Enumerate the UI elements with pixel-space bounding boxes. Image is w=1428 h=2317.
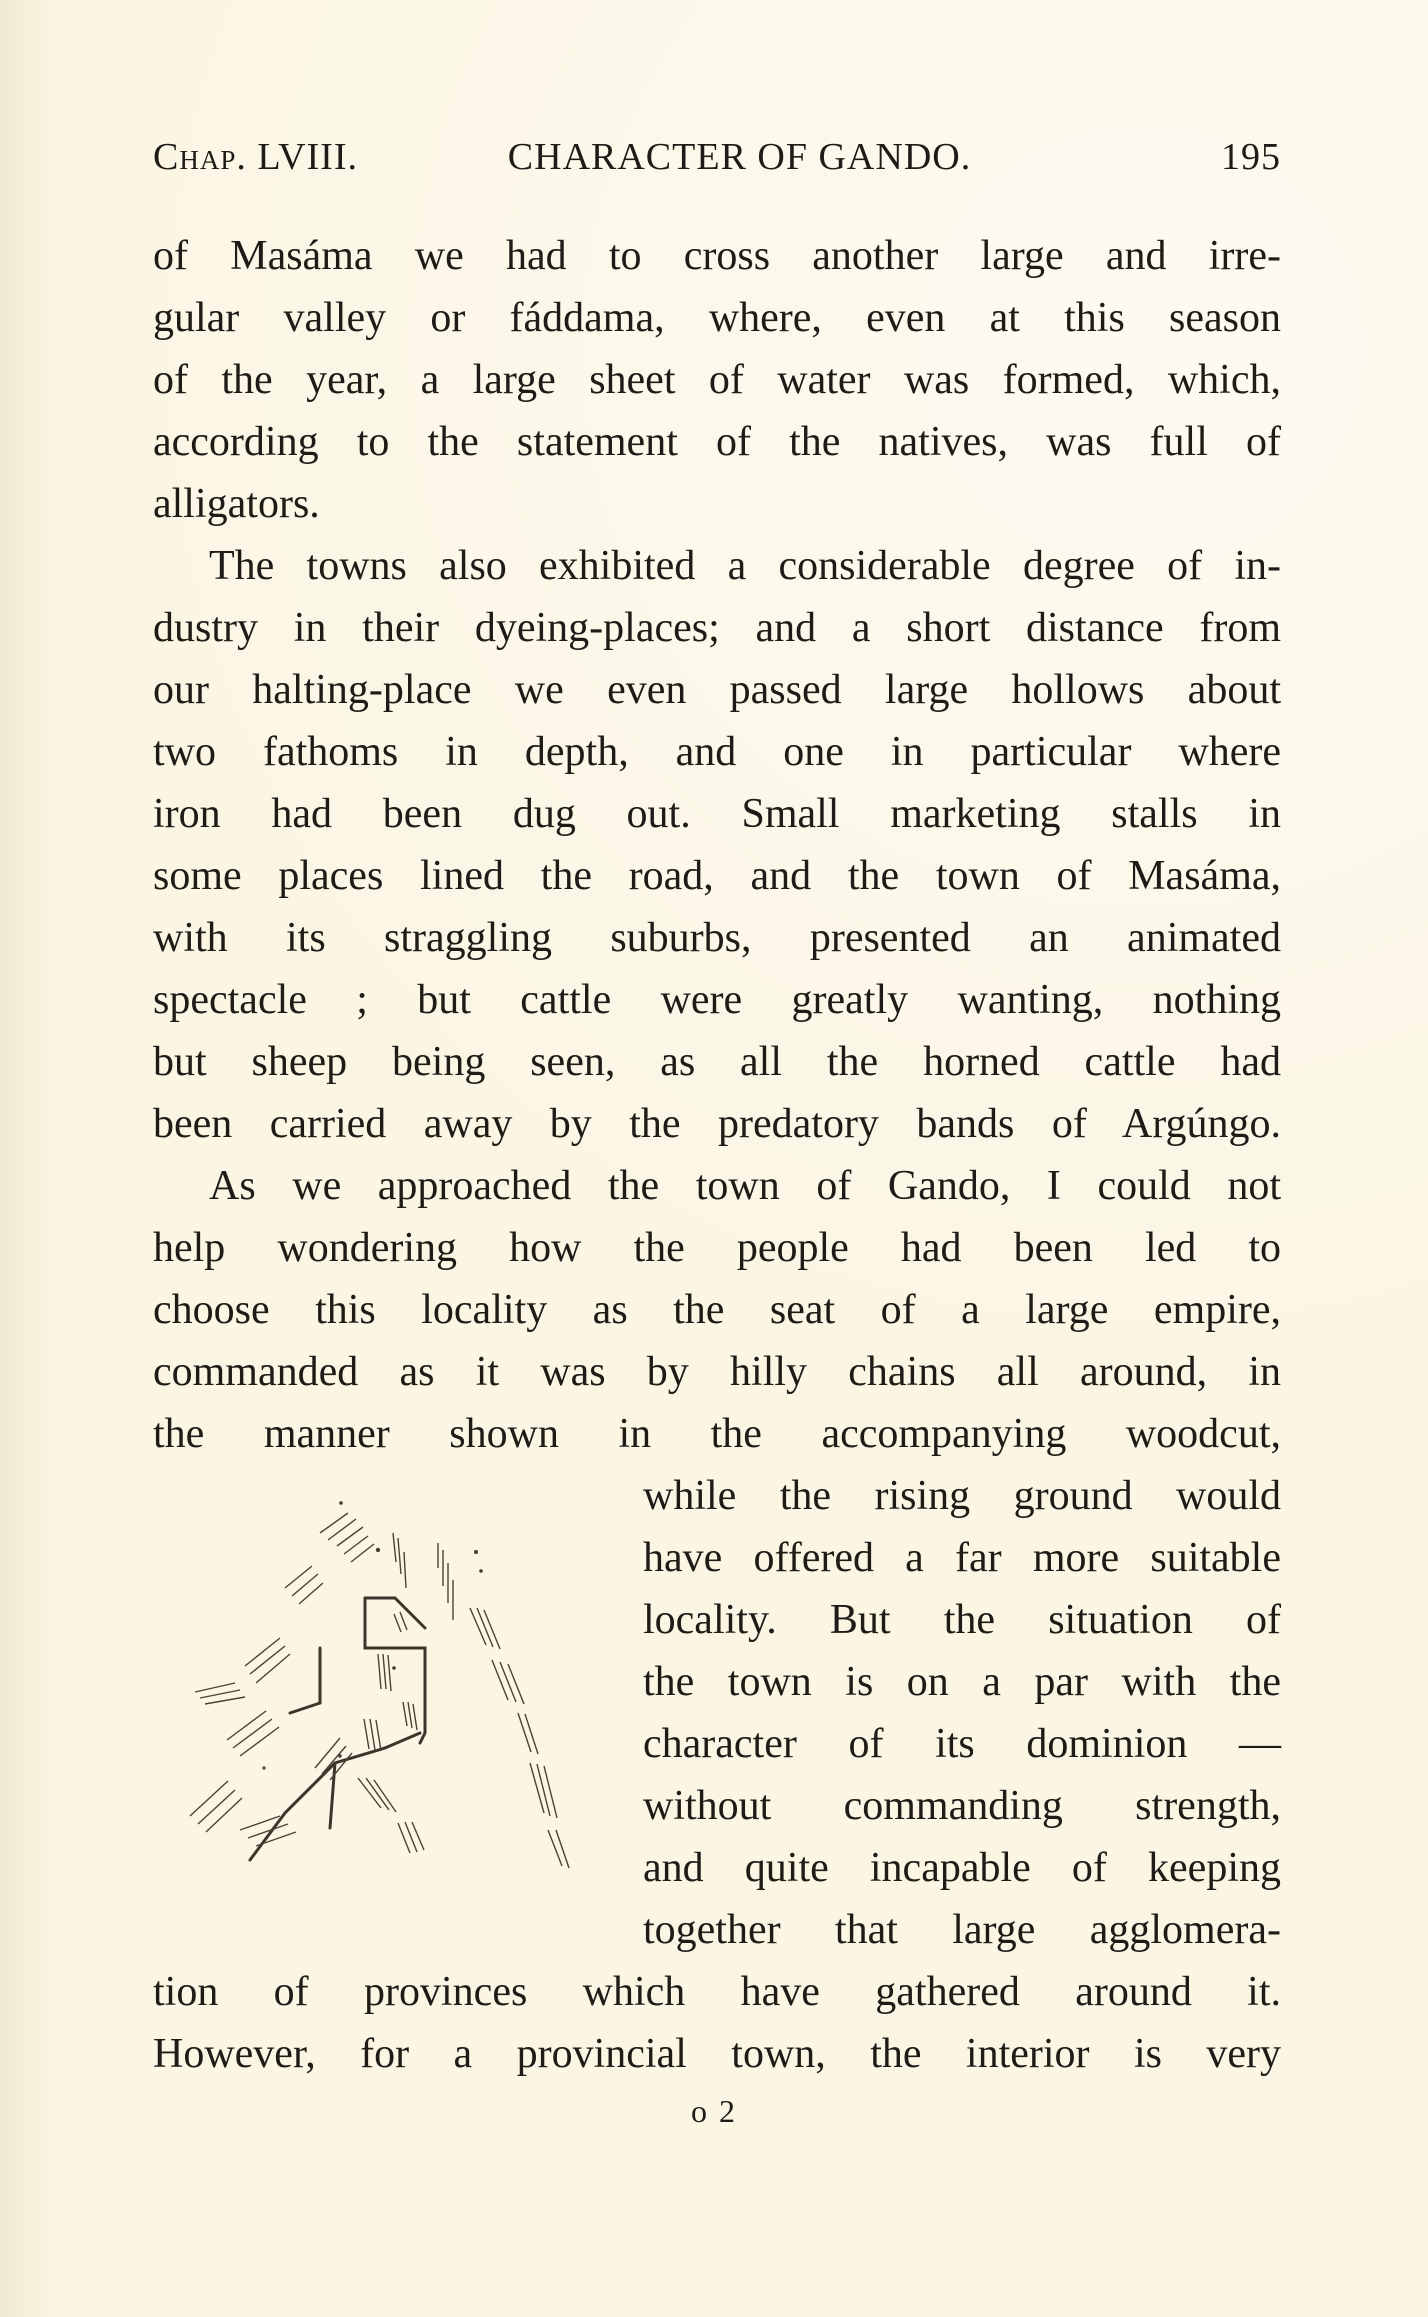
text-line: character of its dominion — [643,1721,1281,1767]
text-line: of Masáma we had to cross another large and irre- [153,233,1281,279]
text-line: locality. But the situation of [643,1597,1281,1643]
text-line: the manner shown in the accompanying woodcut, [153,1411,1281,1457]
text-line: with its straggling suburbs, presented an animated [153,915,1281,961]
signature-mark: o 2 [691,2093,737,2129]
text-line: spectacle ; but cattle were greatly wanting, nothing [153,977,1281,1023]
text-line: The towns also exhibited a considerable degree of in- [209,543,1281,589]
text-line: and quite incapable of keeping [643,1845,1281,1891]
text-line: tion of provinces which have gathered around it. [153,1969,1281,2015]
text-line: of the year, a large sheet of water was formed, which, [153,357,1281,403]
page-number: 195 [1221,136,1281,178]
text-line: while the rising ground would [643,1473,1281,1519]
text-line: gular valley or fáddama, where, even at this season [153,295,1281,341]
chapter-label: Chap. LVIII. [153,136,358,178]
running-header [153,132,1281,182]
text-line: but sheep being seen, as all the horned cattle had [153,1039,1281,1085]
text-line: without commanding strength, [643,1783,1281,1829]
text-line: As we approached the town of Gando, I could not [209,1163,1281,1209]
text-line: commanded as it was by hilly chains all around, in [153,1349,1281,1395]
page-title: CHARACTER OF GANDO. [507,136,972,178]
text-line: together that large agglomera- [643,1907,1281,1953]
text-line: some places lined the road, and the town of Masáma, [153,853,1281,899]
text-line: dustry in their dyeing-places; and a short distance from [153,605,1281,651]
text-line: help wondering how the people had been led to [153,1225,1281,1271]
text-line: two fathoms in depth, and one in particular where [153,729,1281,775]
text-line: our halting-place we even passed large hollows about [153,667,1281,713]
text-line: iron had been dug out. Small marketing stalls in [153,791,1281,837]
text-line: choose this locality as the seat of a large empire, [153,1287,1281,1333]
text-line: been carried away by the predatory bands of Argúngo. [153,1101,1281,1147]
text-line: However, for a provincial town, the interior is very [153,2031,1281,2077]
woodcut-map-illustration [170,1478,610,1903]
text-line: have offered a far more suitable [643,1535,1281,1581]
text-line: alligators. [153,481,320,527]
text-line: the town is on a par with the [643,1659,1281,1705]
text-line: according to the statement of the natives, was full of [153,419,1281,465]
